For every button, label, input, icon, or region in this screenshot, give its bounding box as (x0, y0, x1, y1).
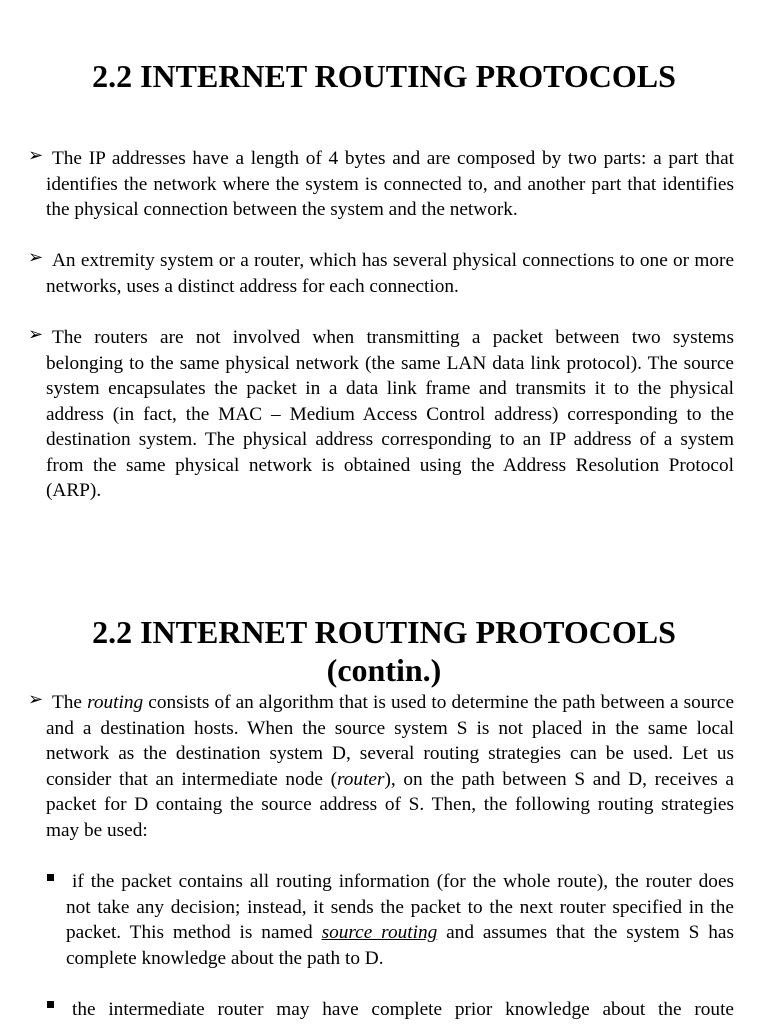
router-term: router (337, 768, 385, 790)
slide1-title: 2.2 INTERNET ROUTING PROTOCOLS (92, 58, 676, 94)
square-bullet-icon (47, 874, 54, 881)
slide2-sub-bullet-1: if the packet contains all routing information (for the whole route), the router does not take any decision; instead, it sends the packet to the next router specified in the packet. This method is named source routing and assumes that the system S has complete knowledge about the path to D. (66, 871, 734, 969)
square-bullet-icon (47, 1001, 54, 1008)
routing-term: routing (87, 692, 144, 713)
slide2-title-line2: (contin.) (326, 652, 442, 688)
slide2-sub-bullet-2: the intermediate router may have complete prior knowledge about the route (72, 999, 734, 1020)
arrow-bullet-icon: ➢ (28, 145, 44, 166)
arrow-bullet-icon: ➢ (28, 247, 44, 268)
slide2-title (0, 613, 768, 689)
slide2-bullet-routing: The routing consists of an algorithm that is used to determine the path between a source and a destination hosts. When the source system S is not placed in the same local network as the destination system D, several routing strategies can be used. Let us consider that an intermediate node (router), on the path between S and D, receives a packet for D containg the source address of S. Then, the following routing strategies may be used: (46, 692, 734, 841)
source-routing-term: source routing (321, 922, 438, 943)
slide1-bullet-1: The IP addresses have a length of 4 bytes and are composed by two parts: a part that identifies the network where the system is connected to, and another part that identifies the physical connection between the system and the network. (46, 148, 734, 220)
slide1-bullet-2: An extremity system or a router, which has several physical connections to one or more networks, uses a distinct address for each connection. (46, 250, 734, 297)
slide1-bullet-3: The routers are not involved when transmitting a packet between two systems belonging to the same physical network (the same LAN data link protocol). The source system encapsulates the packet in a data link frame and transmits it to the physical address (in fact, the MAC – Medium Access Control address) corresponding to the destination system. The physical address corresponding to an IP address of a system from the same physical network is obtained using the Address Resolution Protocol (ARP). (46, 327, 734, 501)
slide2-title-line1: 2.2 INTERNET ROUTING PROTOCOLS (92, 614, 676, 650)
arrow-bullet-icon: ➢ (28, 689, 44, 710)
arrow-bullet-icon: ➢ (28, 324, 44, 345)
